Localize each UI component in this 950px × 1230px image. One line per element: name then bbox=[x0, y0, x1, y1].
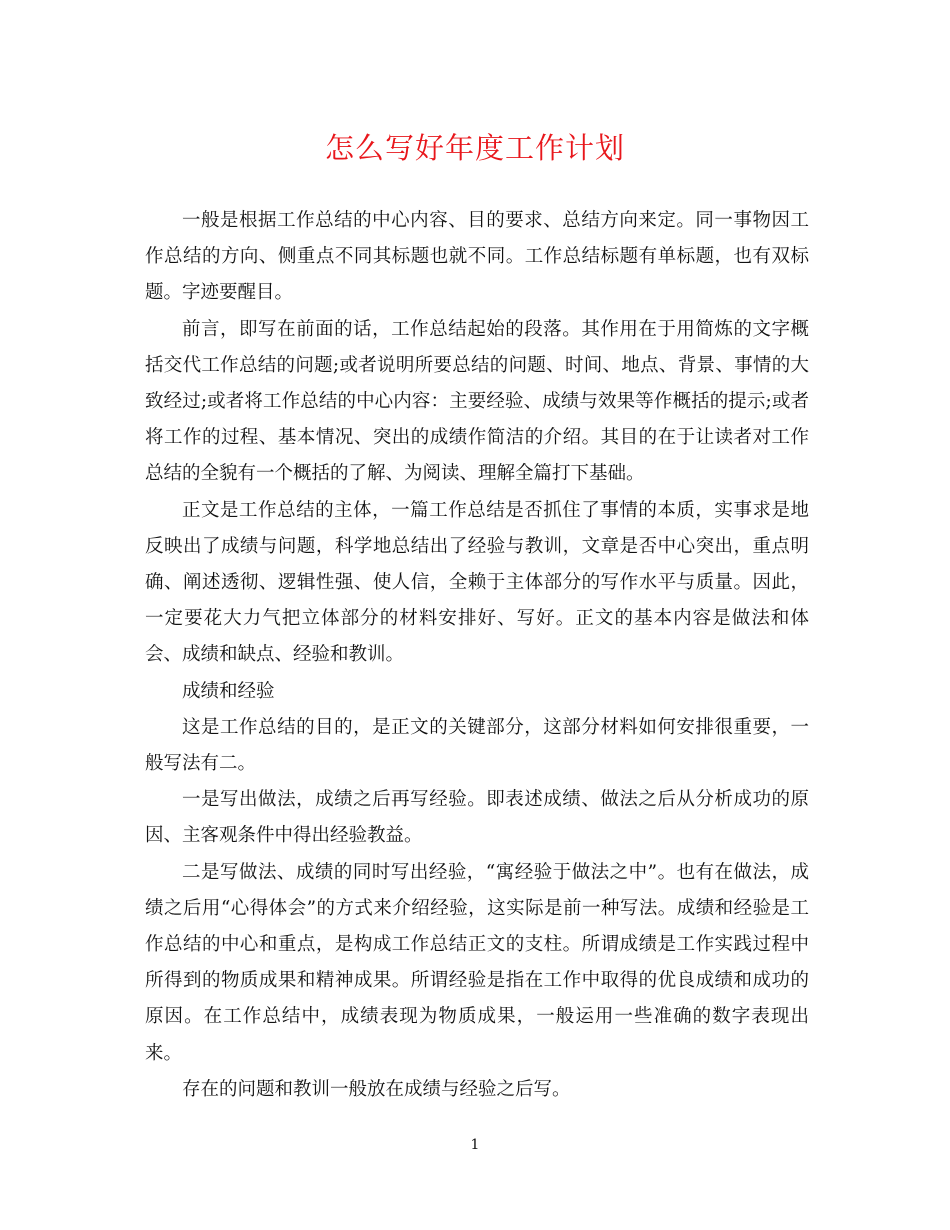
page-number: 1 bbox=[470, 1137, 480, 1153]
document-body bbox=[145, 203, 809, 1108]
section-heading-achievements: 成绩和经验 bbox=[182, 680, 275, 702]
paragraph-title-intro: 一般是根据工作总结的中心内容、目的要求、总结方向来定。同一事物因工作总结的方向、侧重点不同其标题也就不同。工作总结标题有单标题，也有双标题。字迹要醒目。 bbox=[145, 210, 809, 304]
document-title: 怎么写好年度工作计划 bbox=[324, 131, 625, 165]
paragraph-method-two: 二是写做法、成绩的同时写出经验，“寓经验于做法之中”。也有在做法，成绩之后用“心得体会”的方式来介绍经验，这实际是前一种写法。成绩和经验是工作总结的中心和重点，是构成工作总结正文的支柱。所谓成绩是工作实践过程中所得到的物质成果和精神成果。所谓经验是指在工作中取得的优良成绩和成功的原因。在工作总结中，成绩表现为物质成果，一般运用一些准确的数字表现出来。 bbox=[145, 861, 809, 1064]
paragraph-achievements-purpose: 这是工作总结的目的，是正文的关键部分，这部分材料如何安排很重要，一般写法有二。 bbox=[145, 716, 809, 775]
paragraph-preface: 前言，即写在前面的话，工作总结起始的段落。其作用在于用简炼的文字概括交代工作总结的问题;或者说明所要总结的问题、时间、地点、背景、事情的大致经过;或者将工作总结的中心内容：主要经验、成绩与效果等作概括的提示;或者将工作的过程、基本情况、突出的成绩作简洁的介绍。其目的在于让读者对工作总结的全貌有一个概括的了解、为阅读、理解全篇打下基础。 bbox=[145, 318, 809, 485]
paragraph-main-body: 正文是工作总结的主体，一篇工作总结是否抓住了事情的本质，实事求是地反映出了成绩与问题，科学地总结出了经验与教训，文章是否中心突出，重点明确、阐述透彻、逻辑性强、使人信，全赖于主体部分的写作水平与质量。因此，一定要花大力气把立体部分的材料安排好、写好。正文的基本内容是做法和体会、成绩和缺点、经验和教训。 bbox=[145, 499, 809, 666]
paragraph-method-one: 一是写出做法，成绩之后再写经验。即表述成绩、做法之后从分析成功的原因、主客观条件中得出经验教益。 bbox=[145, 789, 809, 847]
paragraph-problems: 存在的问题和教训一般放在成绩与经验之后写。 bbox=[182, 1078, 571, 1100]
